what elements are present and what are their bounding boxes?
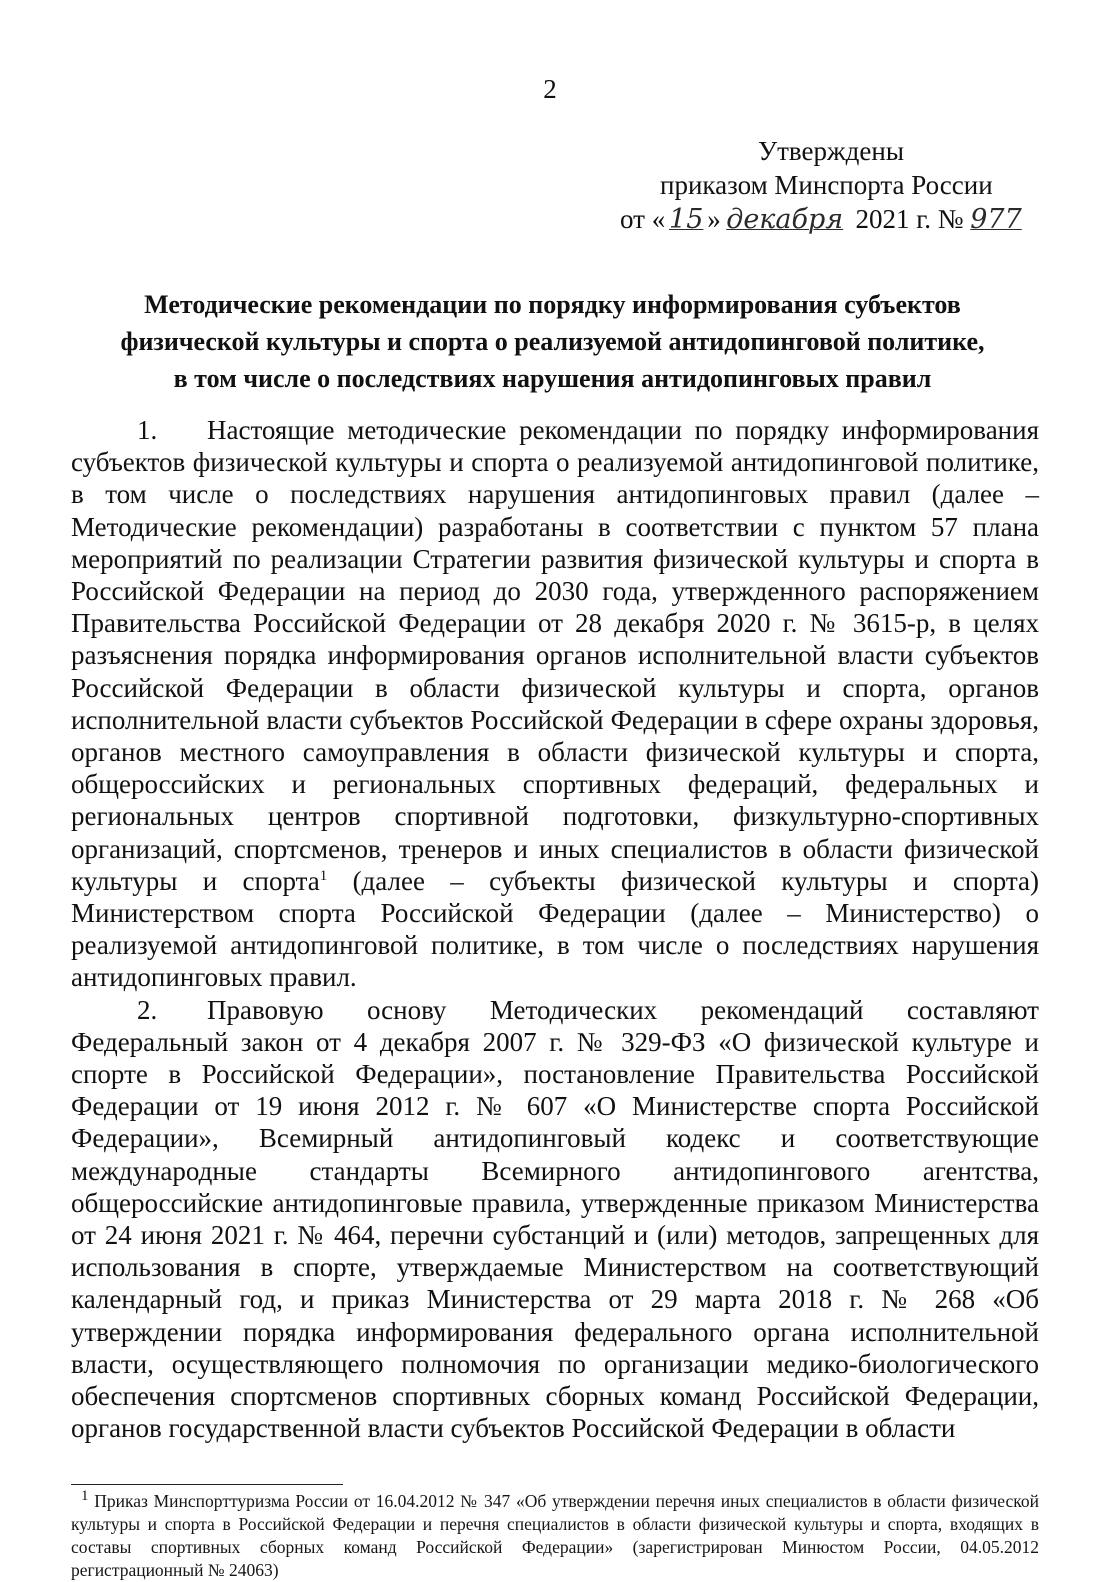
- paragraph-number: 2.: [137, 994, 158, 1025]
- title-line-3: в том числе о последствиях нарушения антидопинговых правил: [173, 364, 932, 393]
- approval-date-mid: »: [707, 204, 721, 234]
- approval-date-prefix: от «: [620, 204, 666, 234]
- footnote-marker: 1: [81, 1488, 89, 1505]
- approval-block: [620, 134, 1040, 237]
- handwritten-order-number: 977: [970, 204, 1022, 235]
- handwritten-month: декабря: [726, 204, 844, 235]
- title-line-2: физической культуры и спорта о реализуемой антидопинговой политике,: [120, 327, 985, 356]
- paragraph-text: Правовую основу Методических рекомендаций составляют Федеральный закон от 4 декабря 2007 г. № 329-ФЗ «О физической культуре и спорте в Российской Федерации», постановление Правительства Российской Федерации от 19 июня 2012 г. № 607 «О Министерстве спорта Российской Федерации», Всемирный антидопинговый кодекс и соответствующие международные стандарты Всемирного антидопингового агентства, общероссийские антидопинговые правила, утвержденные приказом Министерства от 24 июня 2021 г. № 464, перечни субстанций и (или) методов, запрещенных для использования в спорте, утверждаемые Министерством на соответствующий календарный год, и приказ Министерства от 29 марта 2018 г. № 268 «Об утверждении порядка информирования федерального органа исполнительной власти, осуществляющего полномочия по организации медико-биологического обеспечения спортсменов спортивных сборных команд Российской Федерации, органов государственной власти субъектов Российской Федерации в области: [71, 994, 1039, 1444]
- document-title: [60, 286, 1045, 397]
- approval-year: 2021 г. №: [855, 204, 964, 234]
- paragraph-number: 1.: [137, 415, 158, 445]
- handwritten-day: 15: [669, 204, 704, 235]
- approval-line-2: приказом Минспорта России: [660, 170, 993, 200]
- approval-date-line: [620, 202, 1040, 237]
- title-line-1: Методические рекомендации по порядку информирования субъектов: [144, 290, 961, 319]
- paragraph-text: Настоящие методические рекомендации по порядку информирования субъектов физической культуры и спорта о реализуемой антидопинговой политике, в том числе о последствиях нарушения антидопинговых правил (далее – Методические рекомендации) разработаны в соответствии с пунктом 57 плана мероприятий по реализации Стратегии развития физической культуры и спорта в Российской Федерации на период до 2030 года, утвержденного распоряжением Правительства Российской Федерации от 28 декабря 2020 г. № 3615-р, в целях разъяснения порядка информирования органов исполнительной власти субъектов Российской Федерации в области физической культуры и спорта, органов исполнительной власти субъектов Российской Федерации в сфере охраны здоровья, органов местного самоуправления в области физической культуры и спорта, общероссийских и региональных спортивных федераций, федеральных и региональных центров спортивной подготовки, физкультурно-спортивных организаций, спортсменов, тренеров и иных специалистов в области физической культуры и спорта: [71, 415, 1039, 896]
- approval-line-1: Утверждены: [758, 136, 904, 166]
- paragraph-2: [71, 994, 1039, 1445]
- paragraph-text-continued: (далее – субъекты физической культуры и спорта) Министерством спорта Российской Федерации (далее – Министерство) о реализуемой антидопинговой политике, в том числе о последствиях нарушения антидопинговых правил.: [71, 865, 1039, 993]
- footnote-separator: [71, 1484, 343, 1485]
- footnote: [71, 1490, 1039, 1582]
- footnote-ref: 1: [319, 867, 328, 884]
- document-body: [71, 414, 1039, 1445]
- page-number: 2: [543, 74, 557, 104]
- footnote-text: Приказ Минспорттуризма России от 16.04.2012 № 347 «Об утверждении перечня иных специалистов в области физической культуры и спорта в Российской Федерации и перечня специалистов в области физической культуры и спорта, входящих в составы спортивных сборных команд Российской Федерации» (зарегистрирован Минюстом России, 04.05.2012 регистрационный № 24063): [71, 1491, 1039, 1580]
- paragraph-1: [71, 414, 1039, 994]
